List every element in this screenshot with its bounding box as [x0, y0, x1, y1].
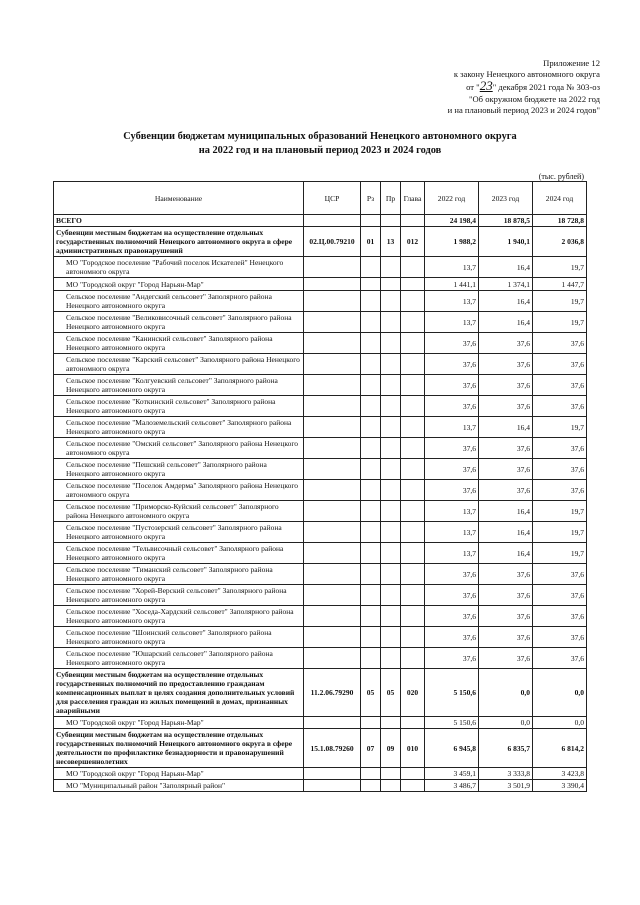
- cell-csr: [304, 396, 361, 417]
- cell-glava: 020: [401, 669, 425, 717]
- cell-pr: [381, 627, 401, 648]
- cell-y2022: 37,6: [425, 333, 479, 354]
- cell-csr: [304, 780, 361, 792]
- cell-csr: [304, 354, 361, 375]
- date-suffix: " декабря 2021 года № 303-оз: [492, 82, 600, 93]
- cell-rz: [361, 396, 381, 417]
- cell-name: Сельское поселение "Шоинский сельсовет" Заполярного района Ненецкого автономного округа: [54, 627, 304, 648]
- table-row: [54, 278, 587, 291]
- cell-rz: [361, 627, 381, 648]
- cell-name: Субвенции местным бюджетам на осуществление отдельных государственных полномочий по предоставлению гражданам компенсационных выплат в целях создания дополнительных условий для расселения граждан из жилых помещений в домах, признанных аварийными: [54, 669, 304, 717]
- cell-glava: [401, 312, 425, 333]
- cell-name: МО "Городской округ "Город Нарьян-Мар": [54, 717, 304, 729]
- table-row: [54, 669, 587, 717]
- cell-y2023: 37,6: [479, 438, 533, 459]
- table-row: [54, 333, 587, 354]
- cell-name: МО "Городской округ "Город Нарьян-Мар": [54, 278, 304, 291]
- cell-pr: [381, 648, 401, 669]
- cell-y2024: 18 728,8: [533, 215, 587, 227]
- cell-y2022: 37,6: [425, 438, 479, 459]
- cell-glava: 010: [401, 729, 425, 768]
- cell-y2022: 37,6: [425, 354, 479, 375]
- table-row: [54, 522, 587, 543]
- title-line-2: на 2022 год и на плановый период 2023 и 2024 годов: [198, 145, 442, 156]
- cell-csr: [304, 375, 361, 396]
- cell-glava: [401, 291, 425, 312]
- table-row: [54, 257, 587, 278]
- cell-y2024: 19,7: [533, 501, 587, 522]
- table-row: [54, 375, 587, 396]
- table-row: [54, 312, 587, 333]
- cell-pr: [381, 375, 401, 396]
- table-row: [54, 543, 587, 564]
- cell-pr: [381, 417, 401, 438]
- cell-rz: [361, 480, 381, 501]
- cell-name: Сельское поселение "Хоседа-Хардский сельсовет" Заполярного района Ненецкого автономного округа: [54, 606, 304, 627]
- cell-name: Сельское поселение "Пустозерский сельсовет" Заполярного района Ненецкого автономного округа: [54, 522, 304, 543]
- cell-y2023: 1 374,1: [479, 278, 533, 291]
- cell-y2023: 16,4: [479, 417, 533, 438]
- cell-y2024: 3 390,4: [533, 780, 587, 792]
- cell-rz: [361, 501, 381, 522]
- cell-rz: 01: [361, 227, 381, 257]
- cell-pr: [381, 312, 401, 333]
- appendix-line-1: Приложение 12: [543, 58, 600, 68]
- cell-name: МО "Городской округ "Город Нарьян-Мар": [54, 768, 304, 780]
- cell-y2023: 37,6: [479, 648, 533, 669]
- cell-glava: [401, 215, 425, 227]
- table-row: [54, 585, 587, 606]
- cell-csr: [304, 257, 361, 278]
- table-row: [54, 648, 587, 669]
- date-day: 23: [479, 78, 493, 94]
- cell-y2024: 37,6: [533, 585, 587, 606]
- cell-y2022: 37,6: [425, 585, 479, 606]
- cell-name: Сельское поселение "Поселок Амдерма" Заполярного района Ненецкого автономного округа: [54, 480, 304, 501]
- table-row: [54, 729, 587, 768]
- cell-csr: [304, 459, 361, 480]
- cell-name: Сельское поселение "Андегский сельсовет" Заполярного района Ненецкого автономного округа: [54, 291, 304, 312]
- cell-y2022: 37,6: [425, 375, 479, 396]
- cell-csr: [304, 278, 361, 291]
- table-row: [54, 354, 587, 375]
- cell-csr: [304, 585, 361, 606]
- cell-y2023: 16,4: [479, 257, 533, 278]
- cell-y2024: 19,7: [533, 312, 587, 333]
- cell-y2022: 13,7: [425, 417, 479, 438]
- cell-glava: [401, 606, 425, 627]
- cell-csr: [304, 648, 361, 669]
- cell-y2023: 16,4: [479, 312, 533, 333]
- cell-y2023: 16,4: [479, 501, 533, 522]
- cell-y2024: 0,0: [533, 669, 587, 717]
- cell-csr: [304, 606, 361, 627]
- cell-pr: 09: [381, 729, 401, 768]
- cell-pr: [381, 278, 401, 291]
- cell-csr: [304, 291, 361, 312]
- table-row: [54, 291, 587, 312]
- cell-csr: [304, 333, 361, 354]
- cell-csr: [304, 627, 361, 648]
- cell-rz: [361, 768, 381, 780]
- cell-name: Субвенции местным бюджетам на осуществление отдельных государственных полномочий Ненецкого автономного округа в сфере деятельности по профилактике безнадзорности и правонарушений несовершеннолетних: [54, 729, 304, 768]
- cell-pr: [381, 501, 401, 522]
- cell-csr: [304, 215, 361, 227]
- cell-y2023: 16,4: [479, 522, 533, 543]
- cell-y2023: 16,4: [479, 543, 533, 564]
- cell-rz: [361, 564, 381, 585]
- cell-rz: [361, 717, 381, 729]
- cell-rz: 07: [361, 729, 381, 768]
- cell-glava: [401, 354, 425, 375]
- cell-y2022: 3 459,1: [425, 768, 479, 780]
- table-row: [54, 227, 587, 257]
- cell-y2022: 5 150,6: [425, 669, 479, 717]
- cell-glava: [401, 627, 425, 648]
- cell-rz: [361, 278, 381, 291]
- cell-y2024: 19,7: [533, 417, 587, 438]
- cell-pr: [381, 717, 401, 729]
- cell-glava: [401, 480, 425, 501]
- cell-y2024: 1 447,7: [533, 278, 587, 291]
- cell-y2024: 37,6: [533, 354, 587, 375]
- cell-name: Сельское поселение "Юшарский сельсовет" Заполярного района Ненецкого автономного округа: [54, 648, 304, 669]
- cell-glava: [401, 717, 425, 729]
- table-row: [54, 396, 587, 417]
- appendix-line-2: к закону Ненецкого автономного округа: [453, 69, 600, 80]
- table-header-row: [54, 182, 587, 215]
- cell-y2024: 2 036,8: [533, 227, 587, 257]
- cell-glava: [401, 333, 425, 354]
- cell-y2022: 5 150,6: [425, 717, 479, 729]
- cell-y2024: 19,7: [533, 257, 587, 278]
- header-name: Наименование: [54, 182, 304, 215]
- header-rz: Рз: [361, 182, 381, 215]
- cell-csr: [304, 438, 361, 459]
- cell-y2022: 37,6: [425, 606, 479, 627]
- cell-y2023: 37,6: [479, 627, 533, 648]
- cell-rz: [361, 291, 381, 312]
- cell-rz: [361, 648, 381, 669]
- cell-y2023: 16,4: [479, 291, 533, 312]
- cell-y2023: 37,6: [479, 375, 533, 396]
- cell-y2022: 37,6: [425, 480, 479, 501]
- cell-name: ВСЕГО: [54, 215, 304, 227]
- cell-glava: [401, 648, 425, 669]
- cell-csr: [304, 717, 361, 729]
- table-row: [54, 564, 587, 585]
- cell-csr: [304, 417, 361, 438]
- cell-y2022: 3 486,7: [425, 780, 479, 792]
- header-2023: 2023 год: [479, 182, 533, 215]
- cell-y2024: 19,7: [533, 543, 587, 564]
- cell-pr: [381, 585, 401, 606]
- cell-pr: [381, 215, 401, 227]
- cell-y2022: 13,7: [425, 522, 479, 543]
- table-row: [54, 480, 587, 501]
- table-row: [54, 417, 587, 438]
- cell-name: МО "Муниципальный район "Заполярный район": [54, 780, 304, 792]
- date-prefix: от ": [466, 82, 480, 93]
- cell-glava: [401, 438, 425, 459]
- cell-y2023: 3 501,9: [479, 780, 533, 792]
- cell-csr: [304, 768, 361, 780]
- cell-y2023: 37,6: [479, 480, 533, 501]
- cell-y2023: 0,0: [479, 669, 533, 717]
- cell-pr: [381, 564, 401, 585]
- header-pr: Пр: [381, 182, 401, 215]
- cell-y2024: 37,6: [533, 333, 587, 354]
- cell-name: Сельское поселение "Приморско-Куйский сельсовет" Заполярного района Ненецкого автономного округа: [54, 501, 304, 522]
- cell-name: Сельское поселение "Малоземельский сельсовет" Заполярного района Ненецкого автономного округа: [54, 417, 304, 438]
- cell-csr: 02.Ц.00.79210: [304, 227, 361, 257]
- table-row: [54, 501, 587, 522]
- cell-y2024: 37,6: [533, 648, 587, 669]
- appendix-line-5: и на плановый период 2023 и 2024 годов": [447, 104, 600, 115]
- cell-y2022: 37,6: [425, 648, 479, 669]
- cell-y2024: 37,6: [533, 438, 587, 459]
- cell-y2024: 3 423,8: [533, 768, 587, 780]
- cell-pr: [381, 438, 401, 459]
- cell-y2023: 37,6: [479, 333, 533, 354]
- cell-y2024: 19,7: [533, 291, 587, 312]
- cell-y2023: 6 835,7: [479, 729, 533, 768]
- cell-name: Сельское поселение "Великовисочный сельсовет" Заполярного района Ненецкого автономного округа: [54, 312, 304, 333]
- cell-y2024: 37,6: [533, 396, 587, 417]
- cell-pr: [381, 333, 401, 354]
- cell-name: Сельское поселение "Тиманский сельсовет" Заполярного района Ненецкого автономного округа: [54, 564, 304, 585]
- table-row: [54, 215, 587, 227]
- table-body: [54, 215, 587, 792]
- cell-glava: [401, 585, 425, 606]
- cell-glava: [401, 375, 425, 396]
- cell-pr: [381, 780, 401, 792]
- cell-rz: [361, 585, 381, 606]
- cell-y2024: 37,6: [533, 564, 587, 585]
- cell-pr: [381, 606, 401, 627]
- cell-pr: [381, 543, 401, 564]
- cell-y2024: 37,6: [533, 480, 587, 501]
- cell-y2023: 1 940,1: [479, 227, 533, 257]
- cell-y2023: 37,6: [479, 459, 533, 480]
- cell-rz: [361, 215, 381, 227]
- cell-y2023: 37,6: [479, 564, 533, 585]
- cell-csr: [304, 501, 361, 522]
- header-2022: 2022 год: [425, 182, 479, 215]
- cell-y2022: 13,7: [425, 257, 479, 278]
- cell-y2022: 37,6: [425, 627, 479, 648]
- cell-glava: [401, 278, 425, 291]
- cell-y2022: 13,7: [425, 543, 479, 564]
- cell-csr: [304, 564, 361, 585]
- cell-rz: [361, 522, 381, 543]
- table-row: [54, 768, 587, 780]
- cell-pr: [381, 257, 401, 278]
- cell-name: Сельское поселение "Омский сельсовет" Заполярного района Ненецкого автономного округа: [54, 438, 304, 459]
- table-row: [54, 627, 587, 648]
- cell-pr: [381, 768, 401, 780]
- cell-pr: 13: [381, 227, 401, 257]
- cell-y2024: 37,6: [533, 459, 587, 480]
- cell-y2022: 37,6: [425, 459, 479, 480]
- cell-y2023: 37,6: [479, 606, 533, 627]
- cell-y2024: 0,0: [533, 717, 587, 729]
- cell-y2023: 37,6: [479, 585, 533, 606]
- title-line-1: Субвенции бюджетам муниципальных образований Ненецкого автономного округа: [123, 131, 517, 142]
- cell-glava: [401, 501, 425, 522]
- cell-y2024: 37,6: [533, 627, 587, 648]
- cell-rz: [361, 438, 381, 459]
- cell-y2022: 1 988,2: [425, 227, 479, 257]
- cell-rz: [361, 417, 381, 438]
- header-2024: 2024 год: [533, 182, 587, 215]
- cell-y2022: 1 441,1: [425, 278, 479, 291]
- cell-glava: [401, 459, 425, 480]
- cell-y2024: 37,6: [533, 606, 587, 627]
- cell-pr: [381, 354, 401, 375]
- cell-name: Сельское поселение "Колгуевский сельсовет" Заполярного района Ненецкого автономного округа: [54, 375, 304, 396]
- cell-name: Сельское поселение "Карский сельсовет" Заполярного района Ненецкого автономного округа: [54, 354, 304, 375]
- cell-y2022: 24 198,4: [425, 215, 479, 227]
- cell-name: Субвенции местным бюджетам на осуществление отдельных государственных полномочий Ненецкого автономного округа в сфере административных правонарушений: [54, 227, 304, 257]
- header-csr: ЦСР: [304, 182, 361, 215]
- cell-glava: [401, 257, 425, 278]
- cell-y2023: 3 333,8: [479, 768, 533, 780]
- cell-rz: [361, 606, 381, 627]
- cell-pr: 05: [381, 669, 401, 717]
- cell-csr: 15.1.08.79260: [304, 729, 361, 768]
- cell-pr: [381, 480, 401, 501]
- cell-rz: [361, 543, 381, 564]
- cell-pr: [381, 459, 401, 480]
- cell-y2022: 6 945,8: [425, 729, 479, 768]
- cell-name: Сельское поселение "Пешский сельсовет" Заполярного района Ненецкого автономного округа: [54, 459, 304, 480]
- table-row: [54, 606, 587, 627]
- cell-pr: [381, 396, 401, 417]
- cell-y2024: 37,6: [533, 375, 587, 396]
- cell-glava: [401, 543, 425, 564]
- subventions-table: [53, 181, 587, 792]
- cell-glava: [401, 417, 425, 438]
- cell-csr: [304, 480, 361, 501]
- cell-name: Сельское поселение "Хорей-Верский сельсовет" Заполярного района Ненецкого автономного округа: [54, 585, 304, 606]
- cell-y2023: 37,6: [479, 396, 533, 417]
- units-label: (тыс. рублей): [538, 172, 584, 181]
- cell-rz: [361, 333, 381, 354]
- cell-pr: [381, 291, 401, 312]
- appendix-date-line: [340, 80, 600, 93]
- cell-y2023: 18 878,5: [479, 215, 533, 227]
- cell-rz: [361, 312, 381, 333]
- cell-glava: [401, 780, 425, 792]
- cell-y2024: 6 814,2: [533, 729, 587, 768]
- cell-name: Сельское поселение "Тельвисочный сельсовет" Заполярного района Ненецкого автономного округа: [54, 543, 304, 564]
- cell-y2022: 37,6: [425, 564, 479, 585]
- cell-glava: [401, 564, 425, 585]
- cell-y2022: 37,6: [425, 396, 479, 417]
- cell-y2022: 13,7: [425, 501, 479, 522]
- cell-rz: [361, 354, 381, 375]
- cell-csr: 11.2.06.79290: [304, 669, 361, 717]
- cell-name: Сельское поселение "Коткинский сельсовет" Заполярного района Ненецкого автономного округа: [54, 396, 304, 417]
- cell-rz: [361, 780, 381, 792]
- cell-rz: [361, 257, 381, 278]
- cell-y2024: 19,7: [533, 522, 587, 543]
- table-row: [54, 438, 587, 459]
- cell-csr: [304, 312, 361, 333]
- cell-y2023: 37,6: [479, 354, 533, 375]
- appendix-block: [340, 58, 600, 116]
- cell-glava: [401, 396, 425, 417]
- cell-csr: [304, 543, 361, 564]
- cell-y2022: 13,7: [425, 291, 479, 312]
- appendix-line-4: "Об окружном бюджете на 2022 год: [468, 93, 600, 104]
- cell-y2023: 0,0: [479, 717, 533, 729]
- cell-glava: [401, 768, 425, 780]
- cell-name: МО "Городское поселение "Рабочий поселок Искателей" Ненецкого автономного округа: [54, 257, 304, 278]
- header-glava: Глава: [401, 182, 425, 215]
- cell-rz: [361, 459, 381, 480]
- cell-rz: 05: [361, 669, 381, 717]
- cell-name: Сельское поселение "Канинский сельсовет" Заполярного района Ненецкого автономного округа: [54, 333, 304, 354]
- cell-rz: [361, 375, 381, 396]
- table-row: [54, 459, 587, 480]
- cell-y2022: 13,7: [425, 312, 479, 333]
- cell-glava: 012: [401, 227, 425, 257]
- table-row: [54, 780, 587, 792]
- cell-pr: [381, 522, 401, 543]
- document-title: [0, 130, 640, 158]
- cell-csr: [304, 522, 361, 543]
- table-row: [54, 717, 587, 729]
- cell-glava: [401, 522, 425, 543]
